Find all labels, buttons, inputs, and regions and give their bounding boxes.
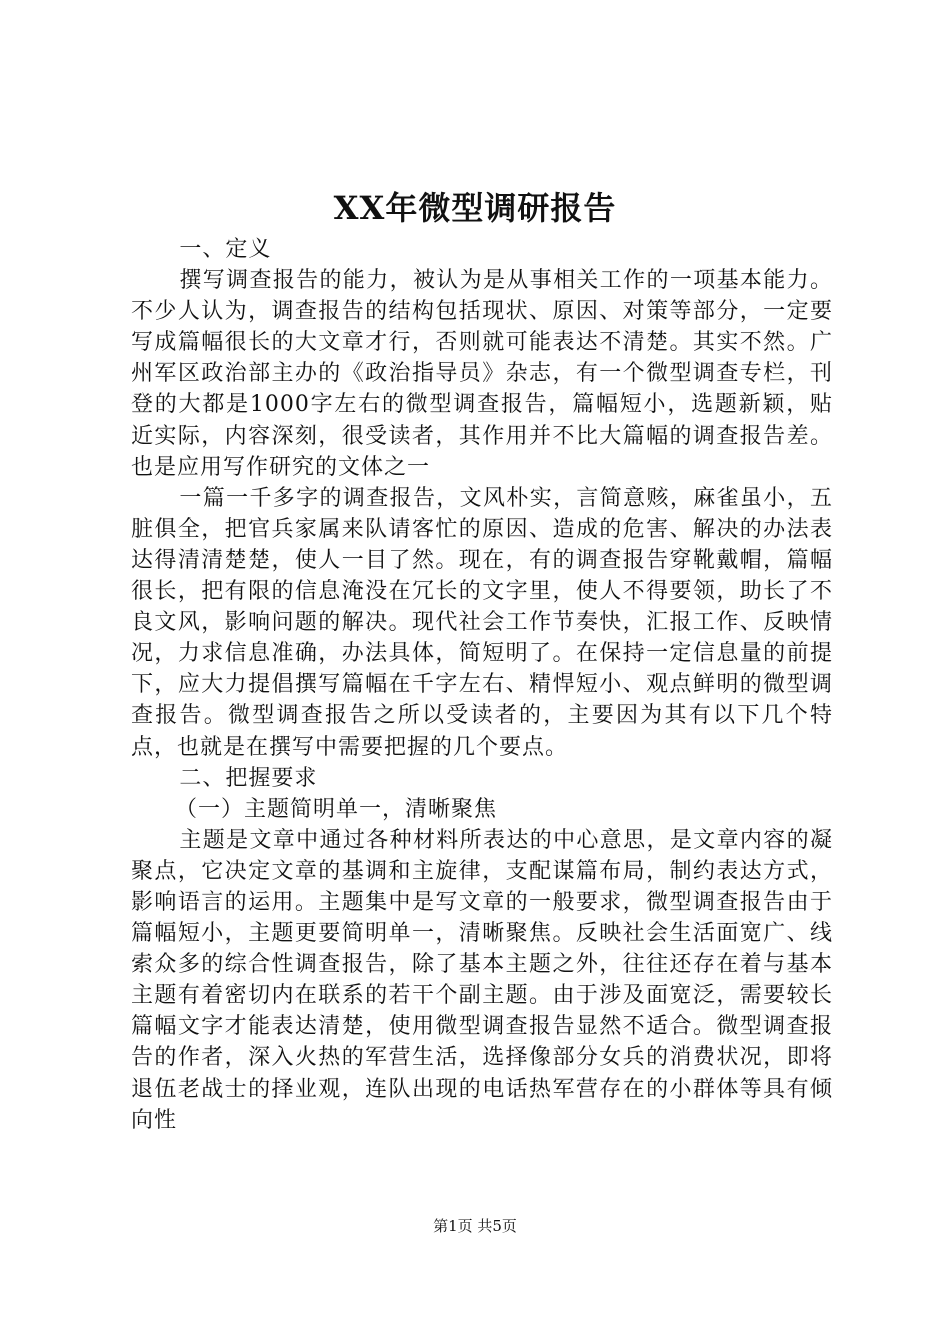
paragraph: 主题是文章中通过各种材料所表达的中心意思，是文章内容的凝聚点，它决定文章的基调和主旋律，支配谋篇布局，制约表达方式，影响语言的运用。主题集中是写文章的一般要求，微型调查报告由于篇幅短小，主题更要简明单一，清晰聚焦。反映社会生活面宽广、线索众多的综合性调查报告，除了基本主题之外，往往还存在着与基本主题有着密切内在联系的若干个副主题。由于涉及面宽泛，需要较长篇幅文字才能表达清楚，使用微型调查报告显然不适合。微型调查报告的作者，深入火热的军营生活，选择像部分女兵的消费状况，即将退伍老战士的择业观，连队出现的电话热军营存在的小群体等具有倾向性: [131, 827, 833, 1133]
paragraph: 撰写调查报告的能力，被认为是从事相关工作的一项基本能力。不少人认为，调查报告的结构包括现状、原因、对策等部分，一定要写成篇幅很长的大文章才行，否则就可能表达不清楚。其实不然。广州军区政治部主办的《政治指导员》杂志，有一个微型调查专栏，刊登的大都是1000字左右的微型调查报告，篇幅短小，选题新颖，贴近实际，内容深刻，很受读者，其作用并不比大篇幅的调查报告差。也是应用写作研究的文体之一: [131, 268, 833, 480]
document-body: [131, 234, 833, 1136]
section-heading-requirements: 二、把握要求: [179, 765, 318, 791]
page-footer: 第1页 共5页: [433, 1217, 517, 1235]
section-heading-definition: 一、定义: [179, 237, 272, 262]
document-title: XX年微型调研报告: [333, 189, 617, 227]
subsection-heading-theme: （一）主题简明单一，清晰聚焦: [175, 796, 498, 822]
paragraph: 一篇一千多字的调查报告，文风朴实，言简意赅，麻雀虽小，五脏俱全，把官兵家属来队请客忙的原因、造成的危害、解决的办法表达得清清楚楚，使人一目了然。现在，有的调查报告穿靴戴帽，篇幅很长，把有限的信息淹没在冗长的文字里，使人不得要领，助长了不良文风，影响问题的解决。现代社会工作节奏快，汇报工作、反映情况，力求信息准确，办法具体，简短明了。在保持一定信息量的前提下，应大力提倡撰写篇幅在千字左右、精悍短小、观点鲜明的微型调查报告。微型调查报告之所以受读者的，主要因为其有以下几个特点，也就是在撰写中需要把握的几个要点。: [131, 485, 833, 760]
